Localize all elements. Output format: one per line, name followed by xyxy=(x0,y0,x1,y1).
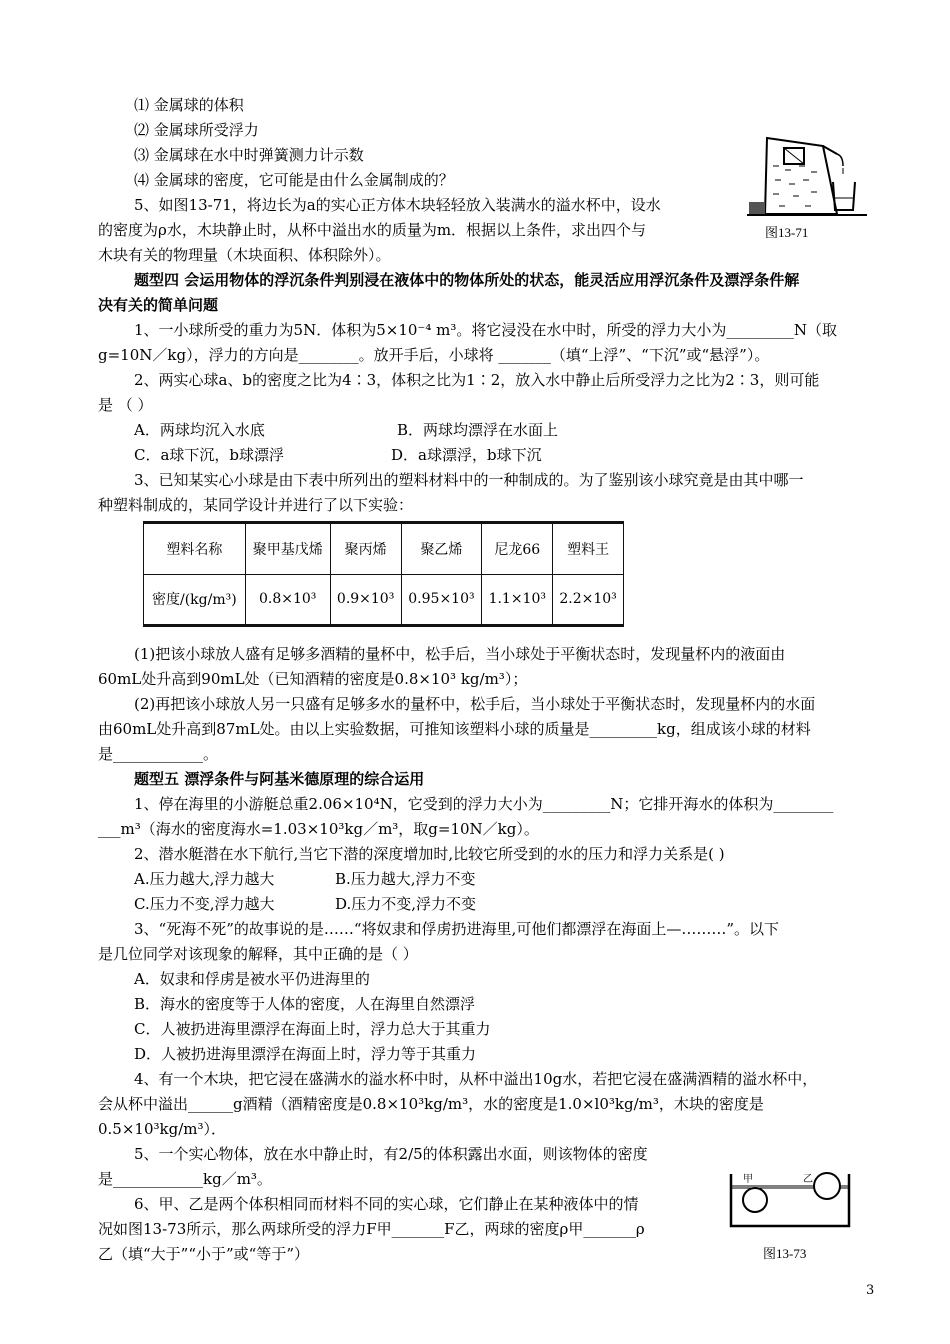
figure-caption: 图13-71 xyxy=(765,225,809,240)
table-cell: 0.95×10³ xyxy=(401,574,482,626)
option-d: D．a球漂浮，b球下沉 xyxy=(391,446,542,464)
text-line: 5、如图13-71，将边长为a的实心正方体木块轻轻放入装满水的溢水杯中，设水 xyxy=(134,196,661,214)
table-cell: 0.8×10³ xyxy=(245,574,330,626)
text-line: ⑵ 金属球所受浮力 xyxy=(134,121,259,139)
text-line: 4、有一个木块，把它浸在盛满水的溢水杯中时，从杯中溢出10g水，若把它浸在盛满酒精的溢水杯中， xyxy=(134,1070,818,1088)
text-line: 木块有关的物理量（木块面积、体积除外）。 xyxy=(98,246,391,264)
text-line: 6、甲、乙是两个体积相同而材料不同的实心球，它们静止在某种液体中的情 xyxy=(134,1195,639,1213)
text-line: 3、“死海不死”的故事说的是……“将奴隶和俘虏扔进海里,可他们都漂浮在海面上—………”。以下 xyxy=(134,920,779,938)
table-header: 聚乙烯 xyxy=(401,523,482,575)
table-header: 塑料名称 xyxy=(144,523,246,575)
table-cell: 0.9×10³ xyxy=(330,574,401,626)
option-a: A．奴隶和俘虏是被水平仍进海里的 xyxy=(134,970,370,988)
text-line: 是 （ ） xyxy=(98,396,153,414)
option-c: C．人被扔进海里漂浮在海面上时，浮力总大于其重力 xyxy=(134,1020,491,1038)
option-c: C.压力不变,浮力越大 xyxy=(134,895,275,913)
section-heading: 题型五 漂浮条件与阿基米德原理的综合运用 xyxy=(134,770,425,788)
option-b: B．两球均漂浮在水面上 xyxy=(397,421,559,439)
text-line: 2、两实心球a、b的密度之比为4∶3，体积之比为1∶2，放入水中静止后所受浮力之比为2∶3，则可能 xyxy=(134,371,820,389)
text-line: 况如图13-73所示，那么两球所受的浮力F甲_______F乙，两球的密度ρ甲_______ρ xyxy=(98,1220,645,1238)
table-cell: 1.1×10³ xyxy=(482,574,553,626)
text-line: 是几位同学对该现象的解释，其中正确的是（ ） xyxy=(98,945,418,963)
ball-label-jia: 甲 xyxy=(743,1174,753,1185)
text-line: 的密度为ρ水，木块静止时，从杯中溢出水的质量为m．根据以上条件，求出四个与 xyxy=(98,221,647,239)
option-a: A.压力越大,浮力越大 xyxy=(134,870,275,888)
overflow-cup-figure xyxy=(745,126,870,218)
table-row xyxy=(144,523,624,575)
text-line: ⑴ 金属球的体积 xyxy=(134,96,244,114)
text-line: 2、潜水艇潜在水下航行,当它下潜的深度增加时,比较它所受到的水的压力和浮力关系是( ) xyxy=(134,845,725,863)
ball-label-yi: 乙 xyxy=(803,1174,813,1185)
option-b: B．海水的密度等于人体的密度，人在海里自然漂浮 xyxy=(134,995,476,1013)
text-line: 是____________kg／m³。 xyxy=(98,1170,272,1188)
table-header: 塑料王 xyxy=(553,523,624,575)
section-heading: 题型四 会运用物体的浮沉条件判别浸在液体中的物体所处的状态，能灵活应用浮沉条件及漂浮条件解 xyxy=(134,271,800,289)
option-d: D．人被扔进海里漂浮在海面上时，浮力等于其重力 xyxy=(134,1045,477,1063)
text-line: 会从杯中溢出______g酒精（酒精密度是0.8×10³kg/m³，水的密度是1.0×l0³kg/m³，木块的密度是 xyxy=(98,1095,764,1113)
text-line: 5、一个实心物体，放在水中静止时，有2/5的体积露出水面，则该物体的密度 xyxy=(134,1145,648,1163)
figure-caption: 图13-73 xyxy=(763,1246,807,1261)
option-a: A．两球均沉入水底 xyxy=(134,421,265,439)
text-line: (2)再把该小球放人另一只盛有足够多水的量杯中，松手后，当小球处于平衡状态时，发现量杯内的水面 xyxy=(134,695,816,713)
text-line: 是____________。 xyxy=(98,745,219,763)
text-line: 乙（填“大于”“小于”或“等于”） xyxy=(98,1245,310,1263)
table-header: 尼龙66 xyxy=(482,523,553,575)
text-line: ___m³（海水的密度海水=1.03×10³kg／m³，取g=10N／kg）。 xyxy=(98,820,539,838)
text-line: 0.5×10³kg/m³）． xyxy=(98,1120,227,1138)
text-line: 种塑料制成的，某同学设计并进行了以下实验： xyxy=(98,496,414,514)
text-line: 3、已知某实心小球是由下表中所列出的塑料材料中的一种制成的。为了鉴别该小球究竟是由其中哪一 xyxy=(134,471,804,489)
text-line: 1、停在海里的小游艇总重2.06×10⁴N，它受到的浮力大小为_________N；它排开海水的体积为________ xyxy=(134,795,834,813)
table-cell: 2.2×10³ xyxy=(553,574,624,626)
text-line: 1、一小球所受的重力为5N．体积为5×10⁻⁴ m³。将它浸没在水中时，所受的浮力大小为_________N（取 xyxy=(134,321,837,339)
table-cell: 密度/(kg/m³) xyxy=(144,574,246,626)
option-c: C．a球下沉，b球漂浮 xyxy=(134,446,285,464)
table-header: 聚丙烯 xyxy=(330,523,401,575)
page-number: 3 xyxy=(866,1283,875,1298)
text-line: (1)把该小球放人盛有足够多酒精的量杯中，松手后，当小球处于平衡状态时，发现量杯内的液面由 xyxy=(134,645,786,663)
text-line: g=10N／kg），浮力的方向是________。放开手后，小球将 _______（填“上浮”、“下沉”或“悬浮”）。 xyxy=(98,346,770,364)
table-header: 聚甲基戊烯 xyxy=(245,523,330,575)
plastic-density-table xyxy=(143,521,624,627)
option-d: D.压力不变,浮力不变 xyxy=(335,895,477,913)
text-line: 60mL处升高到90mL处（已知酒精的密度是0.8×10³ kg/m³）； xyxy=(98,670,528,688)
text-line: 由60mL处升高到87mL处。由以上实验数据，可推知该塑料小球的质量是_________kg，组成该小球的材料 xyxy=(98,720,811,738)
text-line: ⑷ 金属球的密度，它可能是由什么金属制成的？ xyxy=(134,171,454,189)
option-b: B.压力越大,浮力不变 xyxy=(335,870,476,888)
section-heading: 决有关的简单问题 xyxy=(98,296,219,314)
text-line: ⑶ 金属球在水中时弹簧测力计示数 xyxy=(134,146,364,164)
two-balls-figure xyxy=(725,1170,855,1232)
table-row xyxy=(144,574,624,626)
